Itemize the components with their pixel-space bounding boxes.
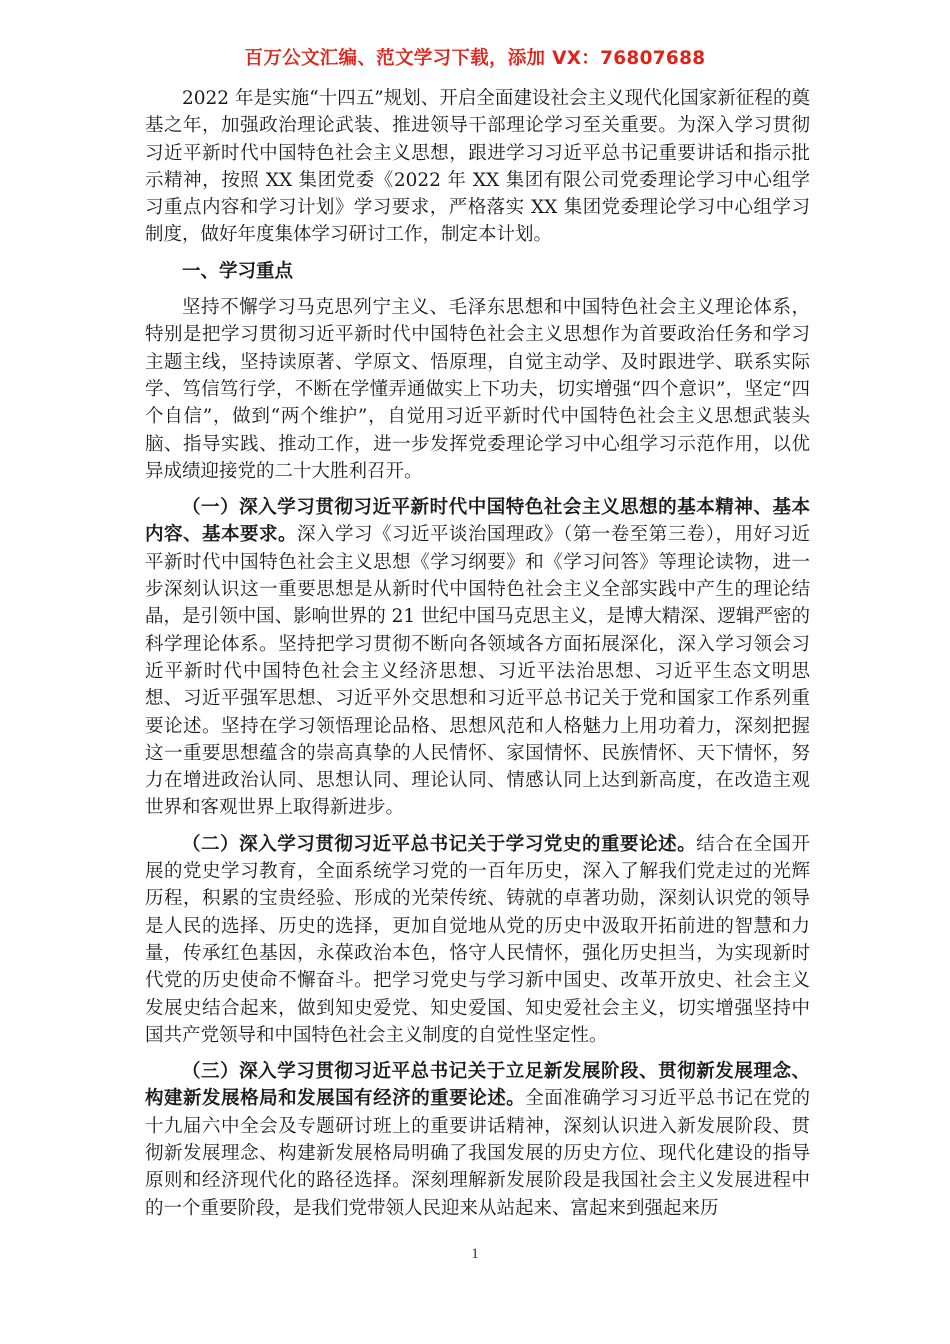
section-paragraph: 坚持不懈学习马克思列宁主义、毛泽东思想和中国特色社会主义理论体系，特别是把学习贯彻习近平新时代中国特色社会主义思想作为首要政治任务和学习主题主线，坚持读原著、学原文、悟原理，自觉主动学、及时跟进学、联系实际学、笃信笃行学，不断在学懂弄通做实上下功夫，切实增强“四个意识”，坚定“四个自信”，做到“两个维护”，自觉用习近平新时代中国特色社会主义思想武装头脑、指导实践、推动工作，进一步发挥党委理论学习中心组学习示范作用，以优异成绩迎接党的二十大胜利召开。 <box>145 297 810 482</box>
section-heading-study-focus: 一、学习重点 <box>182 260 294 282</box>
item-lead-2: （二）深入学习贯彻习近平总书记关于学习党史的重要论述。 <box>182 833 697 855</box>
page-number: 1 <box>471 1246 479 1262</box>
watermark-banner: 百万公文汇编、范文学习下载，添加 VX：76807688 <box>244 48 706 69</box>
item-lead-3: （三）深入学习贯彻习近平总书记关于立足新发展阶段、贯彻新发展理念、构建新发展格局和发展国有经济的重要论述。 <box>145 1061 810 1110</box>
intro-paragraph: 2022 年是实施“十四五”规划、开启全面建设社会主义现代化国家新征程的奠基之年，加强政治理论武装、推进领导干部理论学习至关重要。为深入学习贯彻习近平新时代中国特色社会主义思想，跟进学习习近平总书记重要讲话和指示批示精神，按照 XX 集团党委《2022 年 XX 集团有限公司党委理论学习中心组学习重点内容和学习计划》学习要求，严格落实 XX 集团党委理论学习中心组学习制度，做好年度集体学习研讨工作，制定本计划。 <box>145 88 810 246</box>
item-text-2: 结合在全国开展的党史学习教育，全面系统学习党的一百年历史，深入了解我们党走过的光辉历程，积累的宝贵经验、形成的光荣传统、铸就的卓著功勋，深刻认识党的领导是人民的选择、历史的选择，更加自觉地从党的历史中汲取开拓前进的智慧和力量，传承红色基因，永葆政治本色，恪守人民情怀，强化历史担当，为实现新时代党的历史使命不懈奋斗。把学习党史与学习新中国史、改革开放史、社会主义发展史结合起来，做到知史爱党、知史爱国、知史爱社会主义，切实增强坚持中国共产党领导和中国特色社会主义制度的自觉性坚定性。 <box>145 833 810 1046</box>
item-text-3: 全面准确学习习近平总书记在党的十九届六中全会及专题研讨班上的重要讲话精神，深刻认识进入新发展阶段、贯彻新发展理念、构建新发展格局明确了我国发展的历史方位、现代化建设的指导原则和经济现代化的路径选择。深刻理解新发展阶段是我国社会主义发展进程中的一个重要阶段，是我们党带领人民迎来从站起来、富起来到强起来历 <box>145 1088 810 1219</box>
item-paragraph-2 <box>145 831 810 1049</box>
item-text-1: 深入学习《习近平谈治国理政》（第一卷至第三卷），用好习近平新时代中国特色社会主义思想《学习纲要》和《学习问答》等理论读物，进一步深刻认识这一重要思想是从新时代中国特色社会主义全部实践中产生的理论结晶，是引领中国、影响世界的 21 世纪中国马克思主义，是博大精深、逻辑严密的科学理论体系。坚持把学习贯彻不断向各领域各方面拓展深化，深入学习领会习近平新时代中国特色社会主义经济思想、习近平法治思想、习近平生态文明思想、习近平强军思想、习近平外交思想和习近平总书记关于党和国家工作系列重要论述。坚持在学习领悟理论品格、思想风范和人格魅力上用功着力，深刻把握这一重要思想蕴含的崇高真挚的人民情怀、家国情怀、民族情怀、天下情怀，努力在增进政治认同、思想认同、理论认同、情感认同上达到新高度，在改造主观世界和客观世界上取得新进步。 <box>145 524 810 819</box>
document-body <box>145 85 810 1231</box>
item-paragraph-3 <box>145 1058 810 1222</box>
item-lead-1: （一）深入学习贯彻习近平新时代中国特色社会主义思想的基本精神、基本内容、基本要求。 <box>145 497 810 546</box>
item-paragraph-1 <box>145 494 810 822</box>
